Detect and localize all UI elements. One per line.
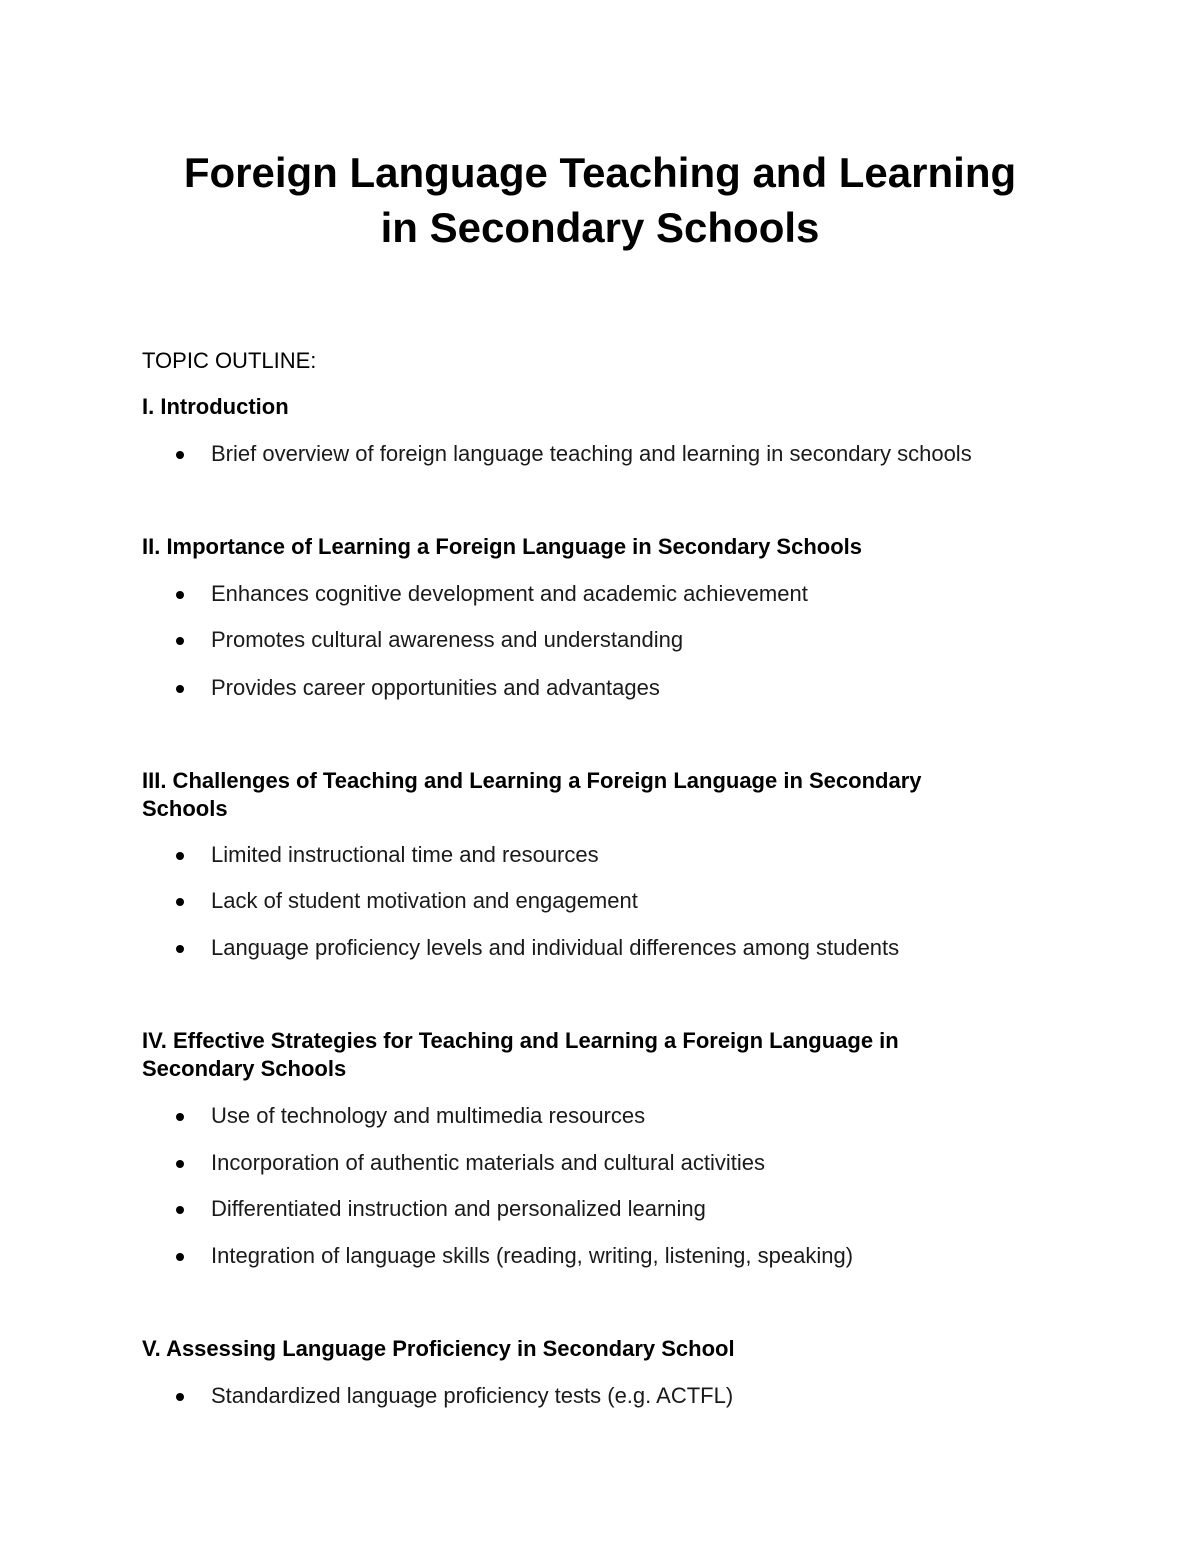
list-item-text: Incorporation of authentic materials and cultural activities bbox=[211, 1150, 765, 1175]
section-heading-introduction: I. Introduction bbox=[142, 394, 289, 419]
list-item-text: Integration of language skills (reading, writing, listening, speaking) bbox=[211, 1243, 854, 1268]
bullet-icon bbox=[176, 637, 184, 645]
list-item-text: Use of technology and multimedia resources bbox=[211, 1103, 646, 1128]
document-title-line-1: Foreign Language Teaching and Learning bbox=[183, 149, 1017, 196]
list-item-text: Standardized language proficiency tests (e.g. ACTFL) bbox=[211, 1383, 734, 1408]
section-heading-strategies: IV. Effective Strategies for Teaching and Learning a Foreign Language in Secondary Schools bbox=[142, 1028, 899, 1081]
bullet-icon bbox=[176, 451, 184, 459]
list-item-text: Lack of student motivation and engagement bbox=[211, 888, 638, 913]
topic-outline-label: TOPIC OUTLINE: bbox=[142, 348, 317, 373]
list-item-text: Language proficiency levels and individual differences among students bbox=[211, 935, 900, 960]
list-item-text: Limited instructional time and resources bbox=[211, 842, 599, 867]
bullet-icon bbox=[176, 1160, 184, 1168]
bullet-icon bbox=[176, 852, 184, 860]
bullet-icon bbox=[176, 1393, 184, 1401]
document-title-line-2: in Secondary Schools bbox=[380, 204, 820, 251]
list-item-text: Provides career opportunities and advantages bbox=[211, 675, 660, 700]
section-heading-assessing: V. Assessing Language Proficiency in Secondary School bbox=[142, 1336, 735, 1361]
bullet-icon bbox=[176, 1113, 184, 1121]
list-item-text: Differentiated instruction and personalized learning bbox=[211, 1196, 706, 1221]
list-item-text: Promotes cultural awareness and understanding bbox=[211, 627, 684, 652]
list-item-text: Brief overview of foreign language teaching and learning in secondary schools bbox=[211, 441, 972, 466]
list-item-text: Enhances cognitive development and academic achievement bbox=[211, 581, 808, 606]
section-heading-importance: II. Importance of Learning a Foreign Language in Secondary Schools bbox=[142, 534, 863, 559]
bullet-icon bbox=[176, 898, 184, 906]
bullet-icon bbox=[176, 945, 184, 953]
section-heading-challenges: III. Challenges of Teaching and Learning a Foreign Language in Secondary Schools bbox=[142, 768, 922, 821]
bullet-icon bbox=[176, 1206, 184, 1214]
bullet-icon bbox=[176, 685, 184, 693]
bullet-icon bbox=[176, 1253, 184, 1261]
bullet-icon bbox=[176, 591, 184, 599]
